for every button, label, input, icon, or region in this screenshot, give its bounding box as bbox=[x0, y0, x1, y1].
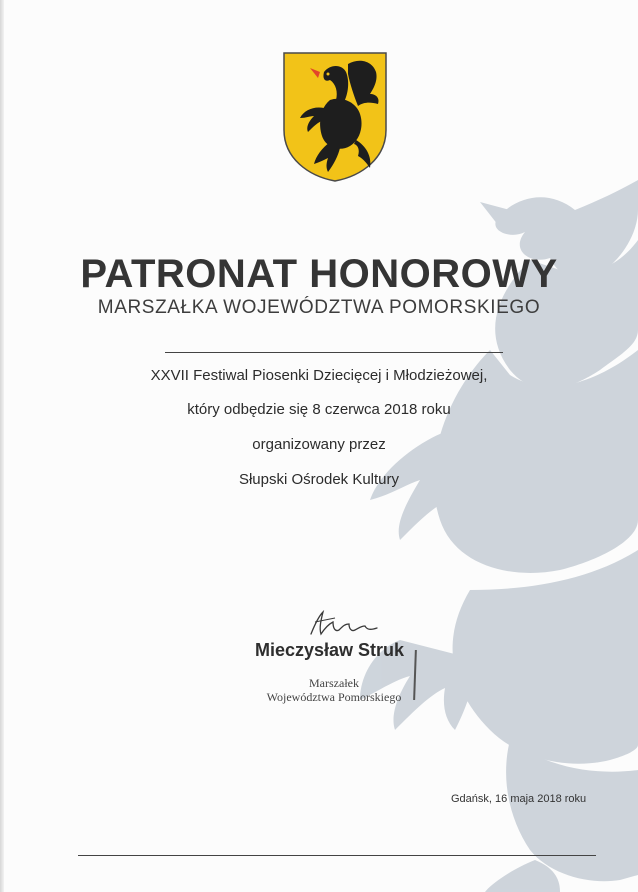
divider-bottom bbox=[78, 855, 596, 856]
signer-name: Mieczysław Struk bbox=[255, 640, 405, 660]
griffin-coat-of-arms-icon bbox=[280, 50, 390, 184]
handwritten-signature bbox=[305, 608, 385, 644]
event-date: który odbędzie się 8 czerwca 2018 roku bbox=[187, 401, 451, 418]
signer-office: Województwa Pomorskiego bbox=[266, 690, 402, 704]
document-subtitle: MARSZAŁKA WOJEWÓDZTWA POMORSKIEGO bbox=[97, 297, 541, 318]
organizer-name: Słupski Ośrodek Kultury bbox=[238, 471, 400, 488]
organizer-label: organizowany przez bbox=[252, 436, 386, 453]
signer-role: Marszałek bbox=[309, 676, 359, 690]
divider-top bbox=[165, 352, 503, 353]
event-name: XXVII Festiwal Piosenki Dziecięcej i Młodzieżowej, bbox=[150, 367, 488, 384]
place-and-date: Gdańsk, 16 maja 2018 roku bbox=[451, 793, 587, 805]
document-title: PATRONAT HONOROWY bbox=[80, 252, 558, 296]
